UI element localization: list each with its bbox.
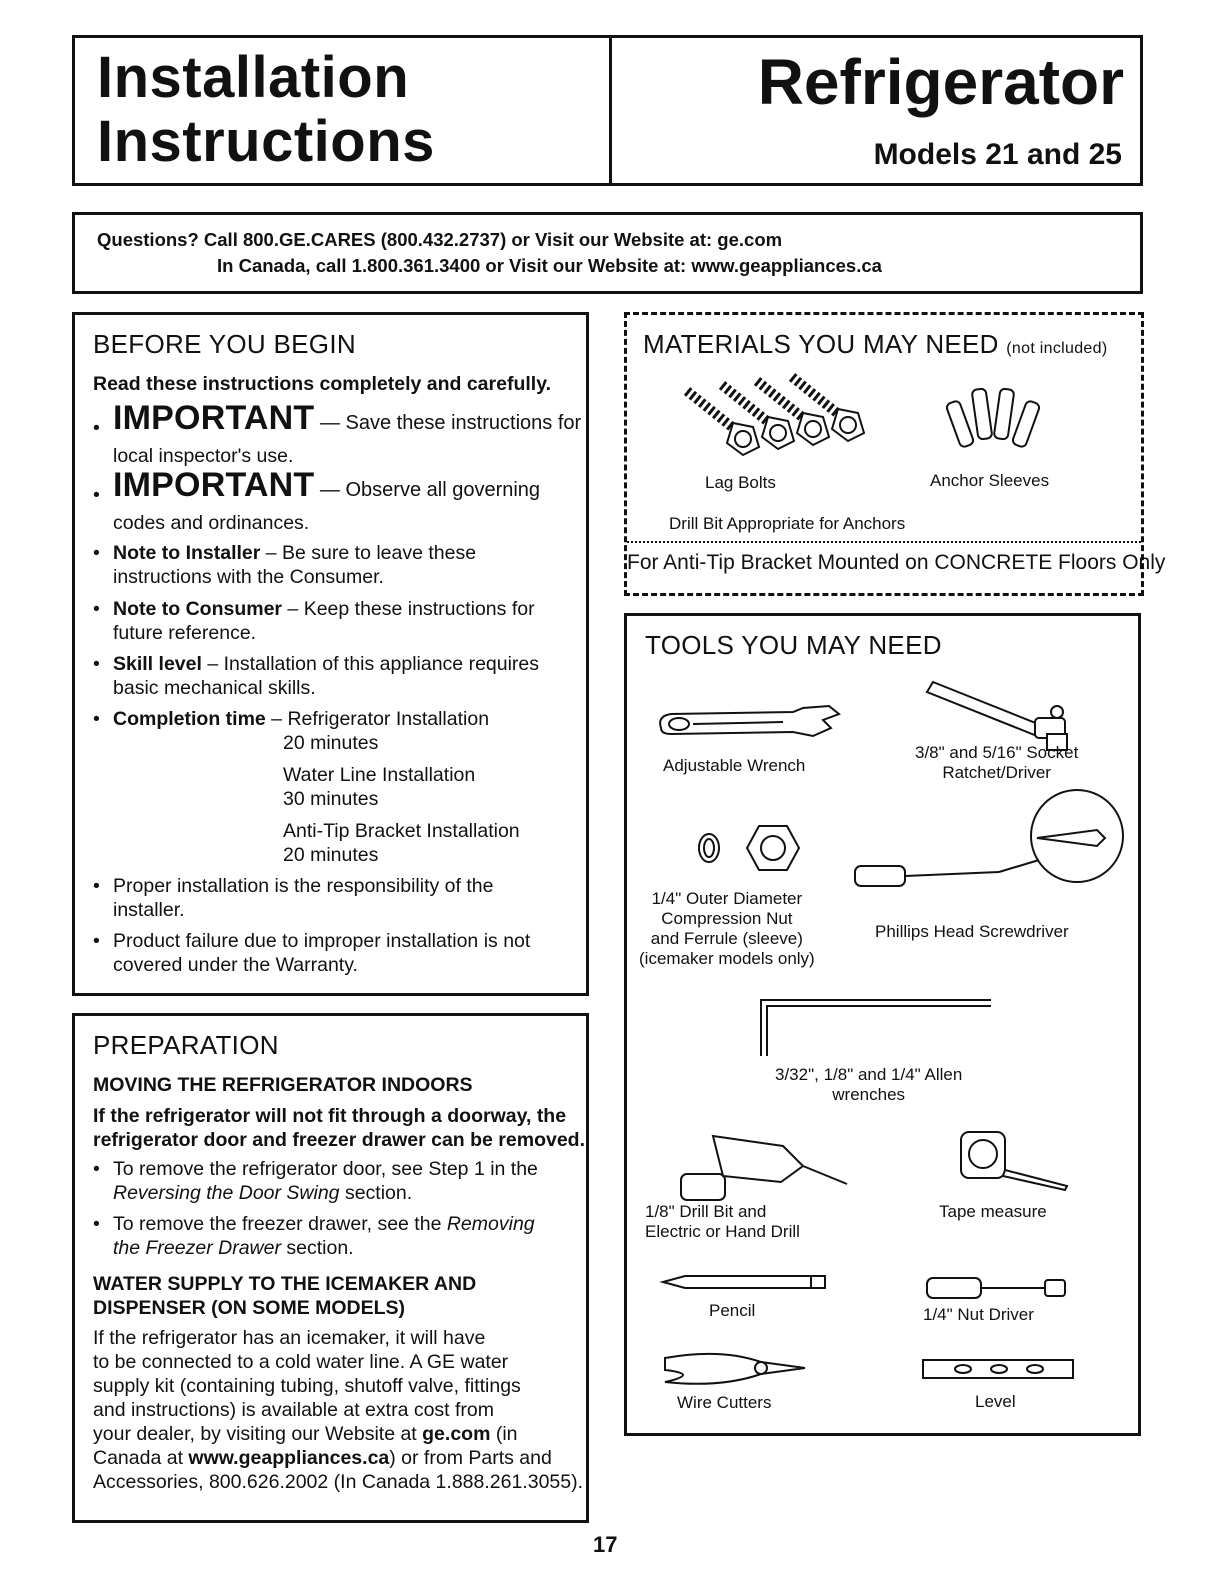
contact-line-canada: In Canada, call 1.800.361.3400 or Visit our Website at: www.geappliances.ca <box>217 255 882 276</box>
moving-heading: MOVING THE REFRIGERATOR INDOORS <box>93 1074 473 1096</box>
time-refrigerator: 20 minutes <box>283 732 379 754</box>
allen-wrenches-icon <box>755 996 995 1066</box>
water-supply-body: If the refrigerator has an icemaker, it will have to be connected to a cold water line. A GE water supply kit (containing tubing, shutoff valve, fittings and instructions) is available at extra cost from your dealer, by visiting our Website at ge.com (in Canada at www.geappliances.ca) or from Parts and Accessories, 800.626.2002 (In Canada 1.888.261.3055). <box>93 1327 584 1493</box>
phillips-screwdriver-label: Phillips Head Screwdriver <box>875 922 1069 941</box>
preparation-section: PREPARATION MOVING THE REFRIGERATOR INDOORS If the refrigerator will not fit through a doorway, the refrigerator door and freezer drawer can be removed. • To remove the refrigerator door, see Step 1 in the Reversing the Door Swing section. • To remove the freezer drawer, see the Removing the Freezer Drawer section. WATER SUPPLY TO THE ICEMAKER AND DISPENSER (ON SOME MODELS) If the refrigerator has an icemaker, it will have to be connected to a cold water line. A GE water supply kit (containing tubing, shutoff valve, fittings and instructions) is available at extra cost from your dealer, by visiting our Website at ge.com (in Canada at www.geappliances.ca) or from Parts and Accessories, 800.626.2002 (In Canada 1.888.261.3055). <box>72 1013 589 1523</box>
materials-section <box>624 312 1166 596</box>
title-line-1: Installation <box>97 45 410 110</box>
phillips-screwdriver-icon <box>849 790 1129 900</box>
level-icon <box>919 1354 1079 1384</box>
adjustable-wrench-label: Adjustable Wrench <box>663 756 806 775</box>
concrete-floors-note: For Anti-Tip Bracket Mounted on CONCRETE Floors Only <box>627 541 1141 575</box>
drill-bit-anchors-label: Drill Bit Appropriate for Anchors <box>669 514 906 533</box>
time-water-line: 30 minutes <box>283 788 379 810</box>
socket-ratchet-label: 3/8" and 5/16" Socket Ratchet/Driver <box>915 743 1079 782</box>
before-heading: BEFORE YOU BEGIN <box>93 329 356 359</box>
preparation-heading: PREPARATION <box>93 1030 279 1060</box>
product-box <box>609 35 1143 186</box>
allen-wrenches-label: 3/32", 1/8" and 1/4" Allen wrenches <box>775 1065 963 1104</box>
product-title: Refrigerator <box>757 46 1124 118</box>
lag-bolts-illustration <box>667 371 867 471</box>
task-water-line: Water Line Installation <box>283 764 476 786</box>
materials-heading: MATERIALS YOU MAY NEED (not included) <box>643 329 1108 359</box>
compression-nut-label: 1/4" Outer Diameter Compression Nut and Ferrule (sleeve) (icemaker models only) <box>639 889 815 968</box>
contact-line-us: Questions? Call 800.GE.CARES (800.432.2737) or Visit our Website at: ge.com <box>97 229 783 250</box>
wire-cutters-label: Wire Cutters <box>677 1393 772 1412</box>
tape-measure-label: Tape measure <box>939 1202 1047 1221</box>
nut-driver-label: 1/4" Nut Driver <box>923 1305 1034 1324</box>
anchor-sleeves-label: Anchor Sleeves <box>930 471 1050 490</box>
geappliances-link[interactable]: www.geappliances.ca <box>188 1447 390 1469</box>
moving-intro: If the refrigerator will not fit through a doorway, the refrigerator door and freezer drawer can be removed. <box>93 1105 585 1151</box>
level-label: Level <box>975 1392 1016 1411</box>
compression-nut-icon <box>687 816 827 886</box>
before-intro: Read these instructions completely and carefully. <box>93 373 552 395</box>
wire-cutters-icon <box>661 1344 811 1394</box>
drill-label: 1/8" Drill Bit and Electric or Hand Drill <box>645 1202 800 1241</box>
page-number: 17 <box>593 1532 618 1557</box>
page-title <box>97 46 435 174</box>
time-anti-tip: 20 minutes <box>283 844 379 866</box>
contact-box <box>72 212 1143 294</box>
lag-bolts-label: Lag Bolts <box>705 473 776 492</box>
nut-driver-icon <box>923 1274 1073 1304</box>
tools-heading: TOOLS YOU MAY NEED <box>645 630 942 660</box>
tape-measure-icon <box>957 1126 1077 1206</box>
tools-section <box>624 613 1141 1436</box>
title-line-2: Instructions <box>97 109 435 174</box>
models-label: Models 21 and 25 <box>873 138 1122 171</box>
ge-link[interactable]: ge.com <box>422 1423 491 1445</box>
pencil-icon <box>661 1272 831 1292</box>
title-box <box>72 35 612 186</box>
before-you-begin-section: BEFORE YOU BEGIN Read these instructions completely and carefully. • IMPORTANT — Save these instructions for local inspector's use. • IMPORTANT — Observe all governing codes and ordinances. • Note to Installer – Be sure to leave these instructions with the Consumer. • Note to Consumer – Keep these instructions for future reference. • Skill level – Installation of this appliance requires basic mechanical skills. • Completion time – Refrigerator Installation 20 minutes Water Line Installation 30 minutes Anti-Tip Bracket Installation 20 minutes • Proper installation is the responsibility of the installer. • Product failure due to improper installation is not covered under the Warranty. <box>72 312 589 996</box>
pencil-label: Pencil <box>709 1301 756 1320</box>
task-anti-tip: Anti-Tip Bracket Installation <box>283 820 520 842</box>
water-supply-heading: WATER SUPPLY TO THE ICEMAKER AND DISPENSER (ON SOME MODELS) <box>93 1273 477 1319</box>
anchor-sleeves-illustration <box>947 381 1047 471</box>
adjustable-wrench-icon <box>653 698 843 748</box>
